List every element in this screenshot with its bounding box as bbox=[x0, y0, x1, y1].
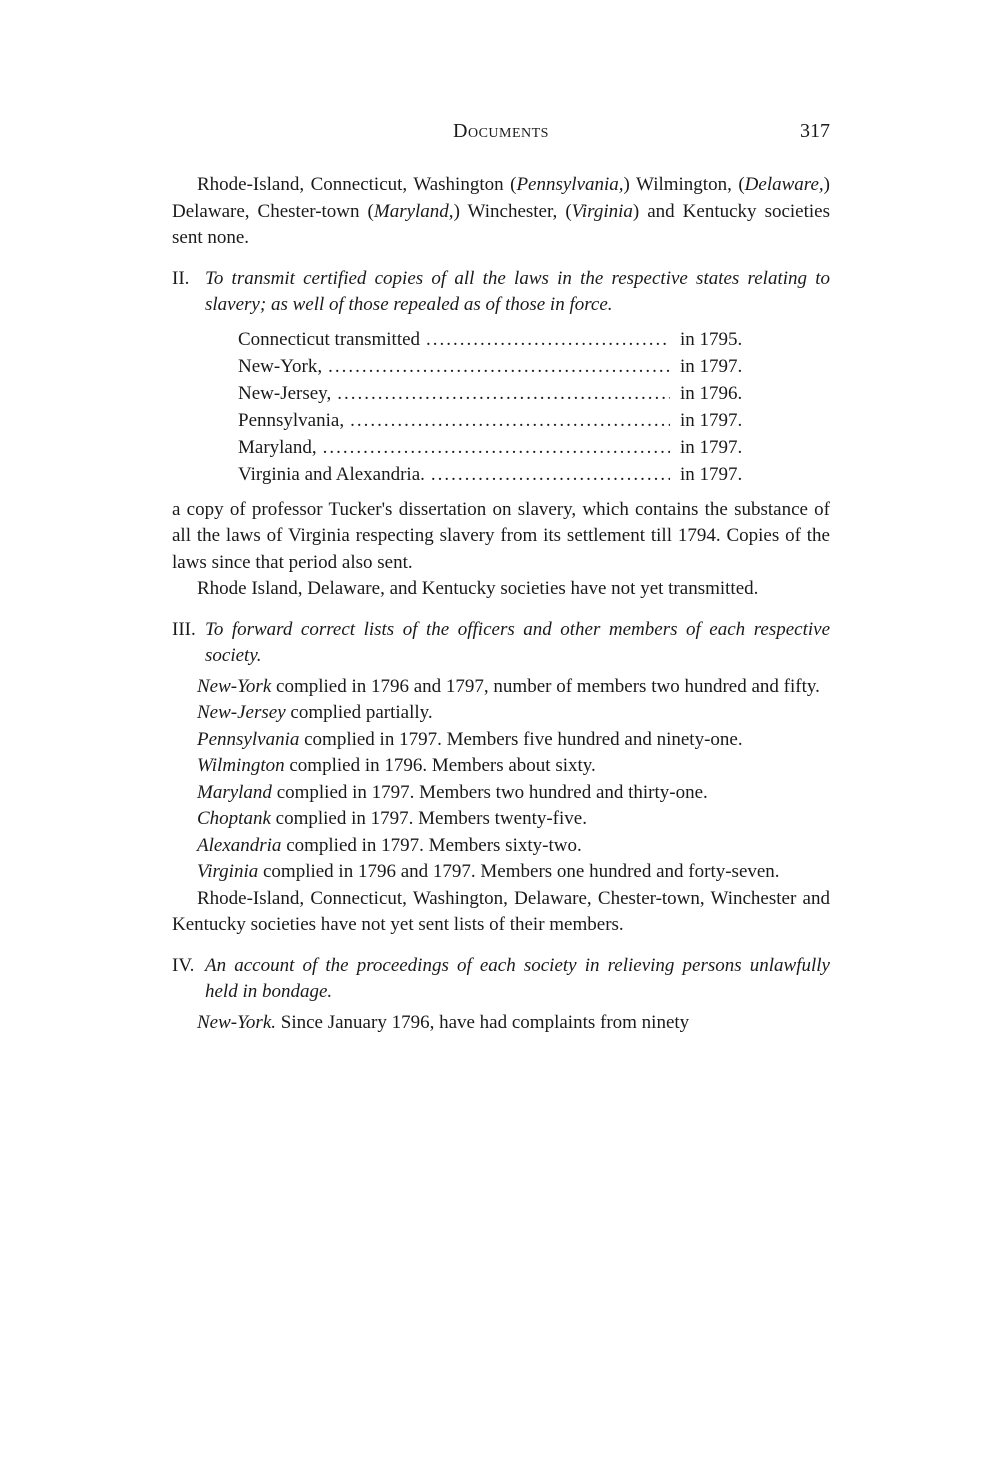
law-row bbox=[238, 327, 764, 354]
law-year: in 1797. bbox=[680, 463, 743, 485]
society-detail: complied in 1796 and 1797. Members one hundred and forty-seven. bbox=[258, 861, 780, 882]
text-run: ) Delaware, Chester-town ( bbox=[172, 174, 830, 222]
society-name: Pennsylvania bbox=[197, 728, 300, 750]
section-title: To transmit certified copies of all the laws in the respective states relating to slavery; as well of those repealed as of those in force. bbox=[205, 267, 830, 315]
laws-list bbox=[238, 327, 764, 489]
society-detail: complied partially. bbox=[285, 702, 433, 723]
state-name: Delaware, bbox=[744, 174, 824, 195]
leader-dots bbox=[350, 408, 670, 435]
society-entry bbox=[172, 674, 830, 701]
law-state: Pennsylvania, bbox=[238, 409, 345, 431]
law-year: in 1795. bbox=[680, 328, 743, 350]
society-detail: complied in 1797. Members five hundred and ninety-one. bbox=[299, 728, 743, 750]
leader-dots bbox=[323, 435, 670, 462]
society-entry bbox=[172, 859, 830, 886]
society-detail: complied in 1797. Members twenty-five. bbox=[270, 808, 587, 829]
leader-dots bbox=[337, 381, 670, 408]
leader-dots bbox=[328, 354, 670, 381]
law-row bbox=[238, 435, 764, 462]
member-lists bbox=[172, 674, 830, 886]
section-number: III. bbox=[172, 618, 196, 640]
opening-paragraph bbox=[172, 172, 830, 252]
law-year: in 1797. bbox=[680, 355, 743, 377]
text-run: ) and Kentucky societies sent none. bbox=[172, 200, 830, 248]
law-row bbox=[238, 408, 764, 435]
society-entry bbox=[172, 727, 830, 754]
section-number: IV. bbox=[172, 954, 195, 976]
new-york-proceedings-paragraph bbox=[172, 1010, 830, 1037]
page-header bbox=[172, 118, 830, 148]
law-state: Virginia and Alexandria. bbox=[238, 463, 425, 485]
society-entry bbox=[172, 833, 830, 860]
law-row bbox=[238, 462, 764, 489]
not-transmitted-paragraph: Rhode Island, Delaware, and Kentucky societies have not yet transmitted. bbox=[197, 578, 759, 599]
section-title: An account of the proceedings of each society in relieving persons unlawfully held in bondage. bbox=[205, 954, 830, 1002]
state-name: Pennsylvania, bbox=[516, 174, 624, 195]
society-detail: complied in 1797. Members sixty-two. bbox=[281, 834, 582, 856]
law-row bbox=[238, 354, 764, 381]
page-number: 317 bbox=[800, 120, 830, 142]
law-year: in 1797. bbox=[680, 436, 743, 458]
society-entry bbox=[172, 780, 830, 807]
leader-dots bbox=[431, 462, 670, 489]
section-heading-iii bbox=[172, 617, 830, 670]
society-name: New-York. bbox=[197, 1011, 277, 1033]
running-title: Documents bbox=[453, 120, 549, 142]
law-state: New-York, bbox=[238, 355, 323, 377]
society-name: Choptank bbox=[197, 808, 271, 829]
state-name: Virginia bbox=[571, 200, 633, 222]
law-year: in 1796. bbox=[680, 382, 743, 404]
society-entry bbox=[172, 806, 830, 833]
body-text bbox=[172, 172, 830, 1036]
society-name: New-York bbox=[197, 675, 272, 697]
society-name: New-Jersey bbox=[197, 702, 286, 723]
society-entry bbox=[172, 753, 830, 780]
society-name: Wilmington bbox=[197, 755, 285, 776]
text-run: Rhode-Island, Connecticut, Washington ( bbox=[197, 174, 517, 195]
text-run: Since January 1796, have had complaints from ninety bbox=[276, 1011, 690, 1033]
section-title: To forward correct lists of the officers and other members of each respective society. bbox=[205, 618, 830, 666]
society-detail: complied in 1796 and 1797, number of members two hundred and fifty. bbox=[271, 675, 820, 697]
tucker-paragraph: a copy of professor Tucker's dissertation on slavery, which contains the substance of all the laws of Virginia respecting slavery from its settlement till 1794. Copies of the laws since that period also sent. bbox=[172, 498, 830, 573]
text-run: ) Wilmington, ( bbox=[623, 174, 745, 195]
section-heading-ii bbox=[172, 266, 830, 319]
state-name: Maryland, bbox=[373, 200, 454, 222]
law-state: Maryland, bbox=[238, 436, 317, 458]
society-name: Maryland bbox=[197, 781, 272, 803]
section-number: II. bbox=[172, 267, 190, 289]
society-name: Alexandria bbox=[197, 834, 282, 856]
law-state: New-Jersey, bbox=[238, 382, 332, 404]
law-state: Connecticut transmitted bbox=[238, 328, 421, 350]
law-year: in 1797. bbox=[680, 409, 743, 431]
society-name: Virginia bbox=[197, 861, 259, 882]
society-detail: complied in 1796. Members about sixty. bbox=[284, 755, 596, 776]
section-heading-iv bbox=[172, 953, 830, 1006]
law-row bbox=[238, 381, 764, 408]
society-detail: complied in 1797. Members two hundred and thirty-one. bbox=[271, 781, 708, 803]
text-run: ) Winchester, ( bbox=[453, 200, 572, 222]
missing-lists-paragraph: Rhode-Island, Connecticut, Washington, Delaware, Chester-town, Winchester and Kentucky societies have not yet sent lists of their members. bbox=[172, 887, 830, 935]
society-entry bbox=[172, 700, 830, 727]
leader-dots bbox=[426, 327, 670, 354]
